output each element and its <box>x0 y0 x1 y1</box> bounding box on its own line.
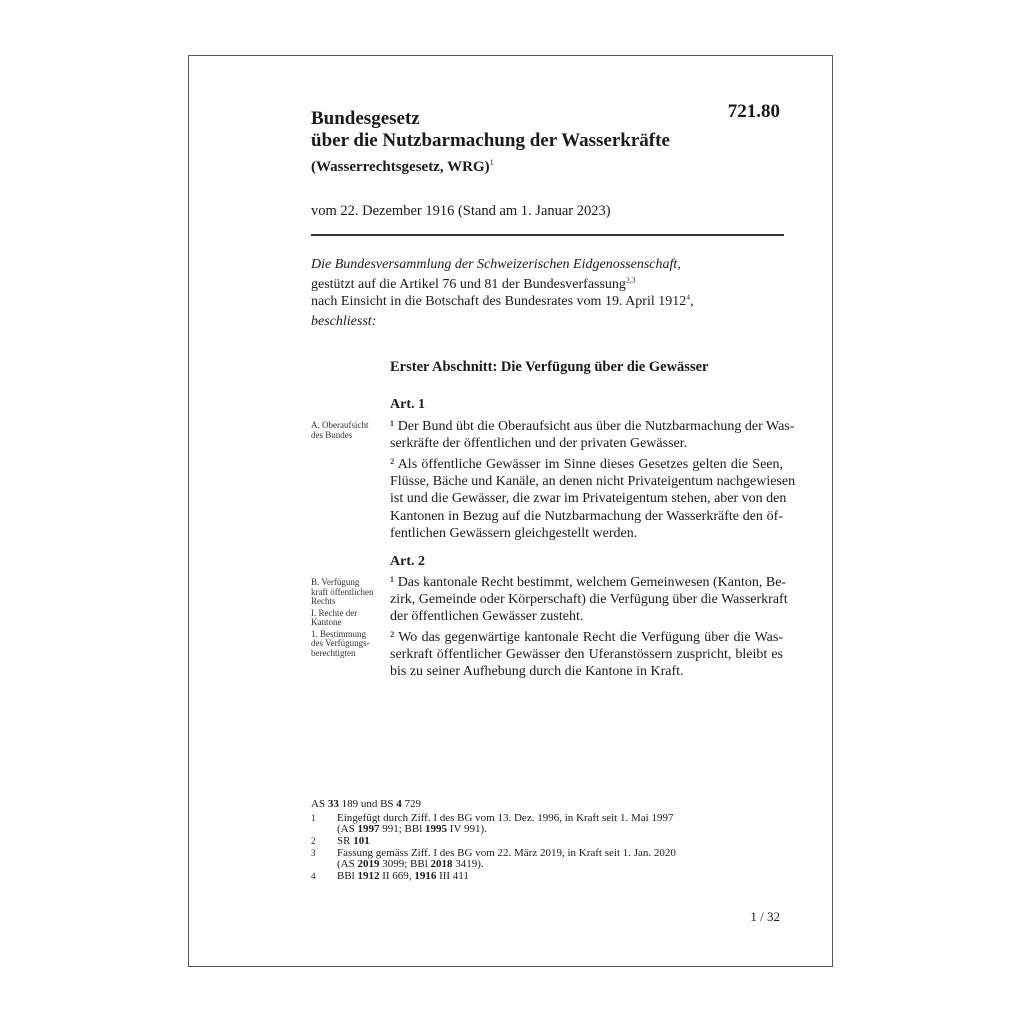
margin-note: I. Rechte der Kantone <box>311 607 358 627</box>
margin-note: B. Verfügung kraft öffentlichen Rechts <box>311 577 374 606</box>
article-1-margin-note <box>311 421 383 442</box>
article-1-heading: Art. 1 <box>390 397 425 412</box>
enactment-date: vom 22. Dezember 1916 (Stand am 1. Januar 2023) <box>311 203 611 219</box>
article-2-paragraph-2: ² Wo das gegenwärtige kantonale Recht die Verfügung über die Was- serkraft öffentlicher Gewässer den Uferanstössern zuspricht, bleibt es bis zu seiner Aufhebung durch die Kantone in Kraft. <box>390 630 783 680</box>
footnote-ref-1[interactable]: 1 <box>489 158 494 167</box>
subtitle-text: (Wasserrechtsgesetz, WRG) <box>311 159 490 175</box>
divider <box>311 234 784 236</box>
footnote-ref-2-3[interactable]: 2,3 <box>625 275 636 285</box>
article-2-heading: Art. 2 <box>390 554 425 569</box>
preamble-authority: Die Bundesversammlung der Schweizerischen Eidgenossenschaft, <box>311 257 681 272</box>
document-page: 721.80 Bundesgesetz über die Nutzbarmachung der Wasserkräfte (Wasserrechtsgesetz, WRG)$^1$ vom 22. Dezember 1916 (Stand am 1. Januar 2023) Die Bundesversammlung der Schweizerischen Eidgenossenschaft, gestützt auf die Artikel 76 und 81 der Bundesverfassung$^{2,3}$ nach Einsicht in die Botschaft des Bundesrates vom 19. April 1912$^4$, beschliesst: Erster Abschnitt: Die Verfügung über die Gewässer Art. 1 A. Oberaufsicht des Bundes ¹ Der Bund übt die Oberaufsicht aus über die Nutzbarmachung der Was- serkräfte der öffentlichen und der privaten Gewässer. ² Als öffentliche Gewässer im Sinne dieses Gesetzes gelten die Seen, Flüsse, Bäche und Kanäle, an denen nicht Privateigentum nachgewiesen ist und die Gewässer, die zwar im Privateigentum stehen, aber von den Kantonen in Bezug auf die Nutzbarmachung der Wasserkräfte den öf- fentlichen Gewässern gleichgestellt werden. Art. 2 B. Verfügung kraft öffentlichen Rechts I. Rechte der Kantone 1. Bestimmung des Verfügungs- berechtigten ¹ Das kantonale Recht bestimmt, welchem Gemeinwesen (Kanton, Be- zirk, Gemeinde oder Körperschaft) die Verfügung über die Wasserkraft der öffentlichen Gewässer zusteht. ² Wo das gegenwärtige kantonale Recht die Verfügung über die Was- serkraft öffentlicher Gewässer den Uferanstössern zuspricht, bleibt es bis zu seiner Aufhebung durch die Kantone in Kraft. AS 33 189 und BS 4 729 1 Eingefügt durch Ziff. I des BG vom 13. Dez. 1996, in Kraft seit 1. Mai 1997 (AS 1997 991; BBl 1995 IV 991). 2 SR 101 3 Fassung gemäss Ziff. I des BG vom 22. März 2019, in Kraft seit 1. Jan. 2020 (AS 2019 3099; BBl 2018 3419). 4 BBl 1912 II 669, 1916 III 411 1 / 32 <box>188 55 833 967</box>
preamble-message: nach Einsicht in die Botschaft des Bundesrates vom 19. April 1912$^4$, <box>311 292 694 309</box>
page-number: 1 / 32 <box>750 909 780 924</box>
preamble-basis: gestützt auf die Artikel 76 und 81 der Bundesverfassung$^{2,3}$ <box>311 275 636 292</box>
article-2-margin-notes <box>311 578 383 660</box>
preamble-decree: beschliesst: <box>311 314 377 329</box>
article-2-paragraph-1: ¹ Das kantonale Recht bestimmt, welchem Gemeinwesen (Kanton, Be- zirk, Gemeinde oder Körperschaft) die Verfügung über die Wasserkraft der öffentlichen Gewässer zusteht. <box>390 575 788 625</box>
article-1-paragraph-1: ¹ Der Bund übt die Oberaufsicht aus über die Nutzbarmachung der Was- serkräfte der öffentlichen und der privaten Gewässer. <box>390 419 795 452</box>
margin-note: A. Oberaufsicht des Bundes <box>311 420 369 440</box>
sr-number: 721.80 <box>727 101 780 122</box>
subtitle <box>311 159 494 176</box>
footnote-ref-4[interactable]: 4 <box>686 292 691 302</box>
title-line-1: Bundesgesetz <box>311 108 420 129</box>
article-1-paragraph-2: ² Als öffentliche Gewässer im Sinne dieses Gesetzes gelten die Seen, Flüsse, Bäche und Kanäle, an denen nicht Privateigentum nachgewiesen ist und die Gewässer, die zwar im Privateigentum stehen, aber von den Kantonen in Bezug auf die Nutzbarmachung der Wasserkräfte den öf- fentlichen Gewässern gleichgestellt werden. <box>390 457 796 541</box>
source-reference: AS 33 189 und BS 4 729 <box>311 798 422 810</box>
section-title: Erster Abschnitt: Die Verfügung über die Gewässer <box>390 359 709 375</box>
title-line-2: über die Nutzbarmachung der Wasserkräfte <box>311 130 670 151</box>
margin-note: 1. Bestimmung des Verfügungs- berechtigten <box>311 628 370 658</box>
